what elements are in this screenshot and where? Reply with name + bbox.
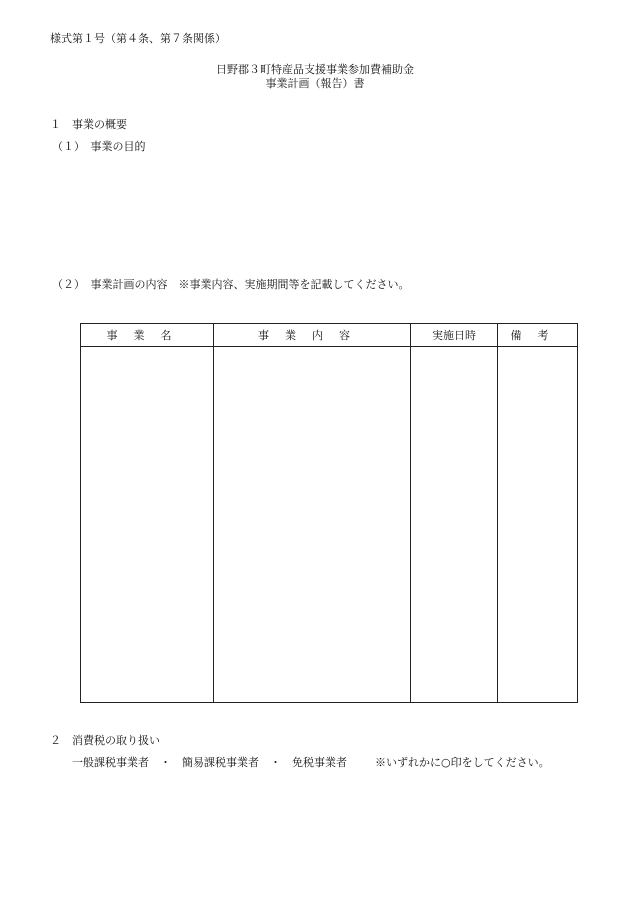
business-content-cell[interactable] — [214, 347, 411, 703]
table-row — [81, 347, 578, 703]
column-header-business-name: 事業名 — [81, 324, 214, 347]
implementation-date-cell[interactable] — [411, 347, 498, 703]
tax-status-note: ※いずれかに○印をしてください。 — [375, 756, 550, 769]
document-title-line1: 日野郡３町特産品支援事業参加費補助金 — [216, 63, 414, 76]
column-header-implementation-date: 実施日時 — [411, 324, 498, 347]
remarks-cell[interactable] — [498, 347, 578, 703]
purpose-heading: （１） 事業の目的 — [52, 140, 146, 153]
form-number: 様式第１号（第４条、第７条関係） — [50, 32, 226, 45]
section2-heading: ２ 消費税の取り扱い — [50, 734, 160, 747]
column-header-business-content: 事業内容 — [214, 324, 411, 347]
document-title-line2: 事業計画（報告）書 — [265, 77, 365, 90]
tax-status-options[interactable]: 一般課税事業者 ・ 簡易課税事業者 ・ 免税事業者 — [72, 756, 347, 769]
plan-table — [80, 323, 578, 703]
business-name-cell[interactable] — [81, 347, 214, 703]
column-header-remarks: 備考 — [498, 324, 578, 347]
plan-table-header-row — [81, 324, 578, 347]
plan-content-heading: （２） 事業計画の内容 ※事業内容、実施期間等を記載してください。 — [52, 278, 410, 291]
section1-heading: １ 事業の概要 — [50, 118, 127, 131]
